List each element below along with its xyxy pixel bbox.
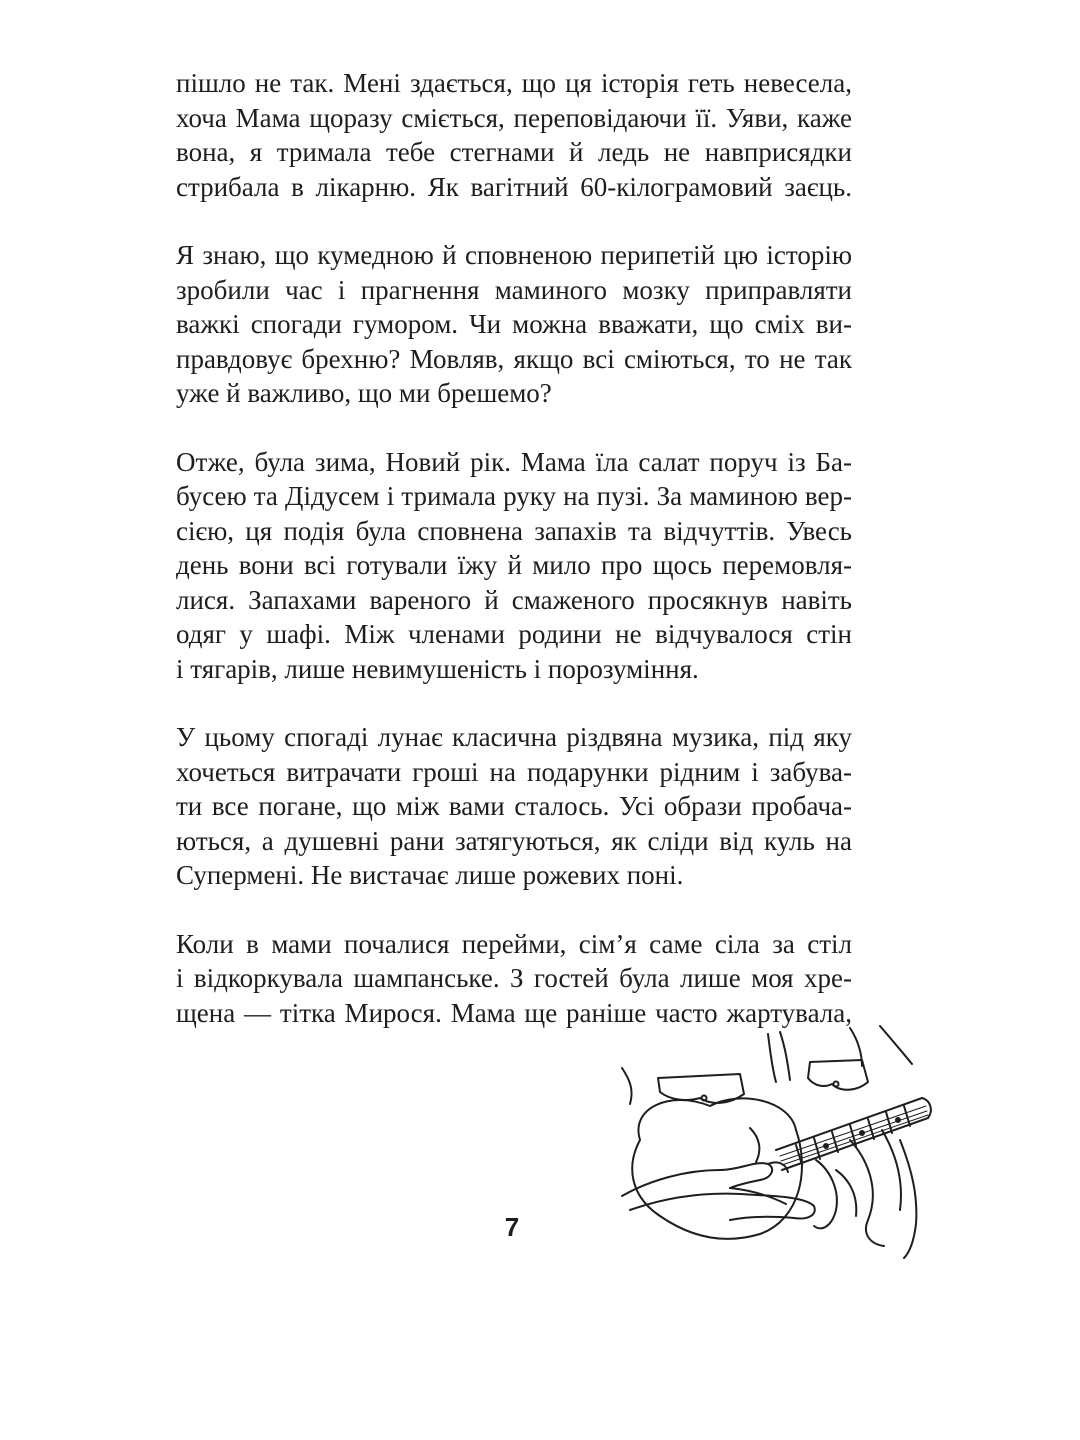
text-line: і відкоркувала шампанське. З гостей була лише моя хре- — [176, 963, 852, 993]
text-line: уже й важливо, що ми брешемо? — [176, 378, 552, 408]
text-line: Я знаю, що кумедною й сповненою перипетій цю історію — [176, 240, 852, 270]
paragraph-3 — [176, 445, 852, 687]
text-line: ються, а душевні рани затягуються, як сліди від куль на — [176, 825, 852, 856]
ukulele-drawing-icon — [600, 1020, 940, 1260]
text-line: важкі спогади гумором. Чи можна вважати, що сміх ви- — [176, 309, 852, 339]
page-text — [176, 66, 852, 1064]
text-line: вона, я тримала тебе стегнами й ледь не навприсядки — [176, 137, 852, 167]
paragraph-2 — [176, 238, 852, 411]
text-line: день вони всі готували їжу й мило про щось перемовля- — [176, 550, 852, 580]
ukulele-illustration — [600, 1020, 940, 1260]
text-line: сією, ця подія була сповнена запахів та відчуттів. Увесь — [176, 515, 852, 546]
paragraph-5 — [176, 927, 852, 1031]
text-line: і тягарів, лише невимушеність і порозуміння. — [176, 653, 699, 684]
paragraph-4 — [176, 720, 852, 893]
text-line: бусею та Дідусем і тримала руку на пузі. За маминою вер- — [176, 481, 852, 511]
text-line: правдовує брехню? Мовляв, якщо всі сміються, то не так — [176, 343, 852, 374]
text-line: стрибала в лікарню. Як вагітний 60-кілограмовий заєць. — [176, 171, 852, 202]
text-line: одяг у шафі. Між членами родини не відчувалося стін — [176, 619, 852, 649]
page-number: 7 — [504, 1212, 520, 1242]
paragraph-1 — [176, 66, 852, 204]
text-line: У цьому спогаді лунає класична різдвяна музика, під яку — [176, 722, 852, 752]
text-line: Коли в мами почалися перейми, сім’я саме сіла за стіл — [176, 928, 852, 959]
text-line: зробили час і прагнення маминого мозку приправляти — [176, 274, 852, 305]
text-line: Супермені. Не вистачає лише рожевих поні. — [176, 860, 684, 890]
text-line: ти все погане, що між вами сталось. Усі образи пробача- — [176, 791, 852, 821]
text-line: хоча Мама щоразу сміється, переповідаючи її. Уяви, каже — [176, 102, 852, 133]
text-line: хочеться витрачати гроші на подарунки рідним і забува- — [176, 756, 852, 787]
text-line: щена — тітка Мирося. Мама ще раніше часто жартувала, — [176, 997, 852, 1028]
text-line: лися. Запахами вареного й смаженого просякнув навіть — [176, 584, 852, 615]
text-line: пішло не так. Мені здається, що ця історія геть невесела, — [176, 68, 852, 98]
text-line: Отже, була зима, Новий рік. Мама їла салат поруч із Ба- — [176, 446, 852, 477]
